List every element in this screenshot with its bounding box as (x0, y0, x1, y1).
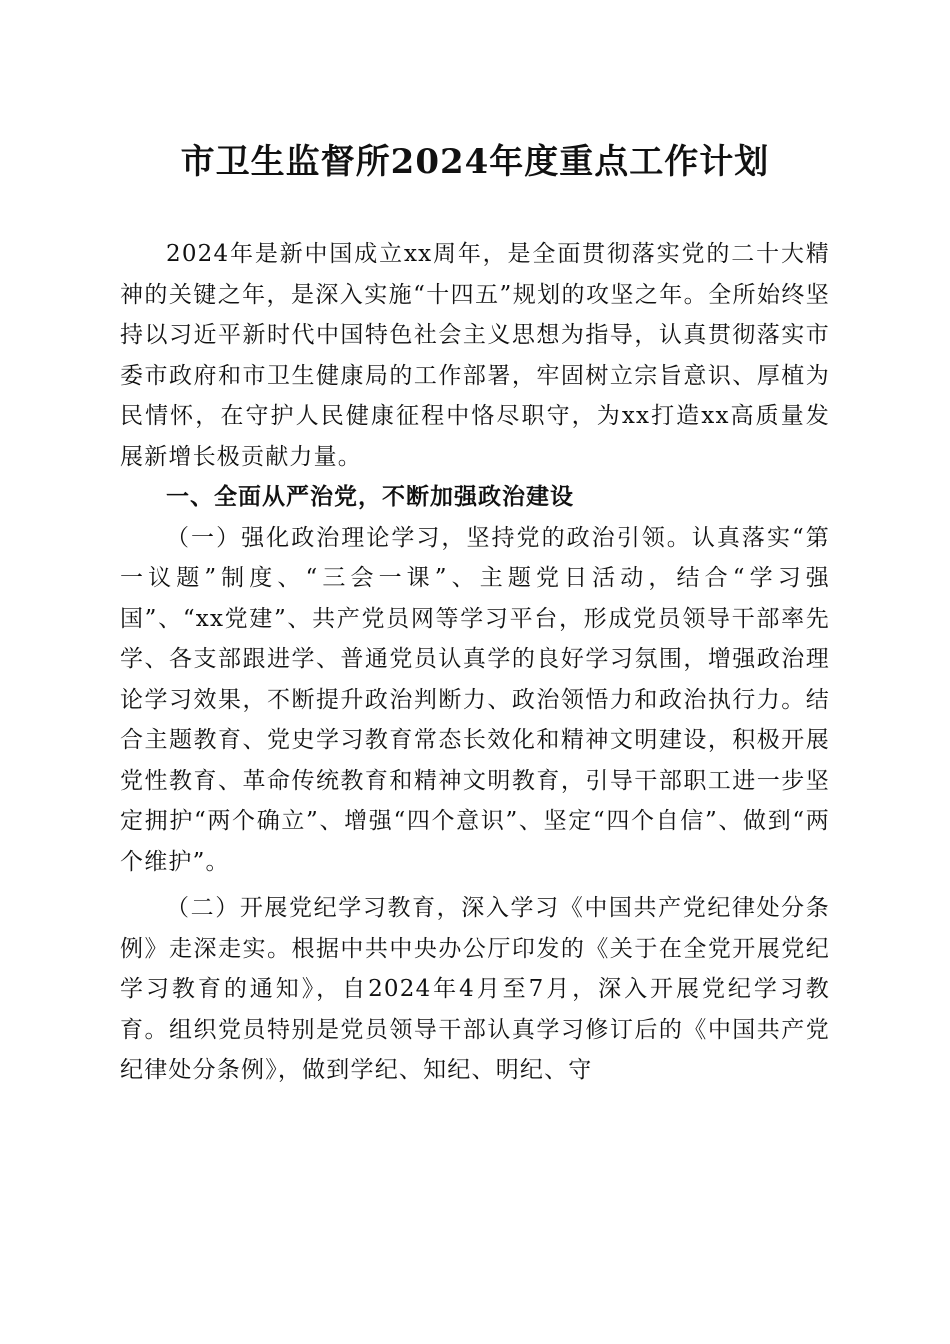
document-body (120, 234, 830, 1091)
section1-item-2: （二）开展党纪学习教育，深入学习《中国共产党纪律处分条例》走深走实。根据中共中央办公厅印发的《关于在全党开展党纪学习教育的通知》，自2024年4月至7月，深入开展党纪学习教育。组织党员特别是党员领导干部认真学习修订后的《中国共产党纪律处分条例》，做到学纪、知纪、明纪、守 (120, 895, 830, 1083)
document-title: 市卫生监督所2024年度重点工作计划 (180, 142, 770, 182)
section-heading-1: 一、全面从严治党，不断加强政治建设 (166, 484, 574, 510)
intro-paragraph: 2024年是新中国成立xx周年，是全面贯彻落实党的二十大精神的关键之年，是深入实施“十四五”规划的攻坚之年。全所始终坚持以习近平新时代中国特色社会主义思想为指导，认真贯彻落实市委市政府和市卫生健康局的工作部署，牢固树立宗旨意识、厚植为民情怀，在守护人民健康征程中恪尽职守，为xx打造xx高质量发展新增长极贡献力量。 (120, 241, 830, 470)
section1-item-1: （一）强化政治理论学习，坚持党的政治引领。认真落实“第一议题”制度、“三会一课”、主题党日活动，结合“学习强国”、“xx党建”、共产党员网等学习平台，形成党员领导干部率先学、各支部跟进学、普通党员认真学的良好学习氛围，增强政治理论学习效果，不断提升政治判断力、政治领悟力和政治执行力。结合主题教育、党史学习教育常态长效化和精神文明建设，积极开展党性教育、革命传统教育和精神文明教育，引导干部职工进一步坚定拥护“两个确立”、增强“四个意识”、坚定“四个自信”、做到“两个维护”。 (120, 524, 830, 875)
